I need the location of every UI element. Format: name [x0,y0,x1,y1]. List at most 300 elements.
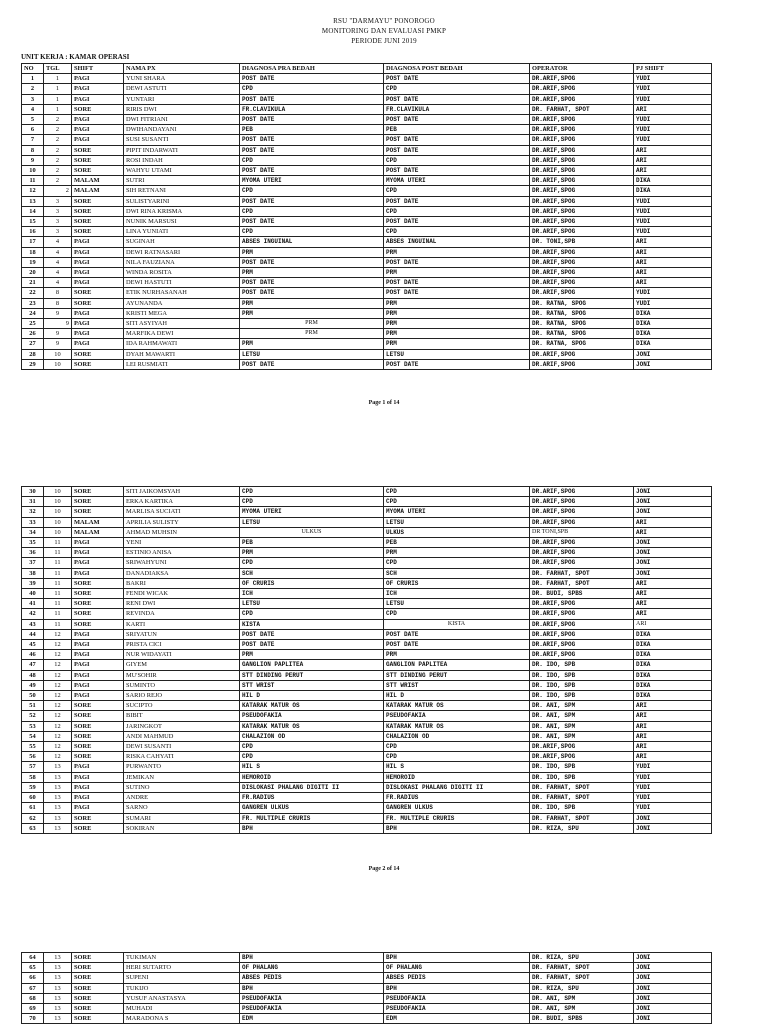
cell-no: 70 [22,1014,44,1024]
table-row [22,227,712,237]
cell-diagnosa-post: CPD [384,487,530,497]
cell-nama-px: MU'SOHIR [124,670,240,680]
cell-operator: DR.ARIF,SPOG [530,497,634,507]
cell-pj-shift: JONI [634,953,712,963]
cell-operator: DR.ARIF,SPOG [530,217,634,227]
cell-shift: MALAM [72,186,124,196]
cell-tgl: 8 [44,288,72,298]
cell-diagnosa-post: PRM [384,548,530,558]
cell-diagnosa-pra: PRM [240,548,384,558]
cell-nama-px: SARIO REJO [124,691,240,701]
report-title: MONITORING DAN EVALUASI PMKP [321,27,447,35]
cell-diagnosa-post: PRM [384,650,530,660]
cell-shift: SORE [72,578,124,588]
cell-nama-px: SUTINO [124,782,240,792]
cell-nama-px: PURWANTO [124,762,240,772]
cell-shift: PAGI [72,629,124,639]
cell-tgl: 9 [44,329,72,339]
cell-diagnosa-pra: STT WRIST [240,680,384,690]
table-row [22,701,712,711]
cell-shift: PAGI [72,257,124,267]
cell-diagnosa-post: POST DATE [384,640,530,650]
cell-tgl: 12 [44,721,72,731]
cell-diagnosa-pra: POST DATE [240,257,384,267]
cell-no: 16 [22,227,44,237]
cell-diagnosa-post: CPD [384,84,530,94]
cell-nama-px: NILA FAUZIANA [124,257,240,267]
cell-shift: PAGI [72,268,124,278]
table-row [22,186,712,196]
table-row [22,1014,712,1024]
cell-diagnosa-post: PRM [384,339,530,349]
cell-nama-px: HERI SUTARTO [124,963,240,973]
cell-shift: PAGI [72,94,124,104]
cell-nama-px: MUHADI [124,1004,240,1014]
cell-tgl: 13 [44,813,72,823]
cell-shift: PAGI [72,782,124,792]
cell-operator: DR.ARIF,SPOG [530,609,634,619]
cell-diagnosa-post: CPD [384,206,530,216]
cell-shift: SORE [72,497,124,507]
cell-shift: PAGI [72,308,124,318]
cell-diagnosa-pra: LETSU [240,349,384,359]
cell-operator: DR. IDO, SPB [530,772,634,782]
table-row [22,599,712,609]
table-row [22,507,712,517]
cell-pj-shift: ARI [634,247,712,257]
cell-operator: DR. TONI,SPB [530,237,634,247]
cell-no: 37 [22,558,44,568]
cell-tgl: 11 [44,609,72,619]
cell-diagnosa-post: PEB [384,125,530,135]
cell-operator: DR. IDO, SPB [530,762,634,772]
cell-diagnosa-pra: LETSU [240,517,384,527]
cell-nama-px: AHMAD MUHSIN [124,527,240,537]
cell-diagnosa-post: EDM [384,1014,530,1024]
cell-diagnosa-pra: PRM [240,319,384,329]
cell-operator: DR. FARHAT, SPOT [530,793,634,803]
cell-shift: SORE [72,288,124,298]
table-row [22,548,712,558]
cell-diagnosa-pra: CPD [240,487,384,497]
cell-diagnosa-post: PRM [384,308,530,318]
cell-no: 63 [22,823,44,833]
table-row [22,359,712,369]
cell-operator: DR. RIZA, SPU [530,953,634,963]
cell-pj-shift: ARI [634,731,712,741]
cell-diagnosa-post: ABSES PEDIS [384,973,530,983]
cell-nama-px: BIBIT [124,711,240,721]
table-row [22,278,712,288]
page-footer: Page 2 of 14 [368,866,400,872]
cell-pj-shift: JONI [634,507,712,517]
cell-tgl: 10 [44,527,72,537]
cell-tgl: 11 [44,619,72,629]
cell-no: 53 [22,721,44,731]
cell-shift: SORE [72,993,124,1003]
cell-tgl: 13 [44,963,72,973]
cell-shift: SORE [72,487,124,497]
cell-shift: PAGI [72,125,124,135]
cell-no: 41 [22,599,44,609]
cell-tgl: 3 [44,206,72,216]
cell-tgl: 11 [44,548,72,558]
cell-tgl: 13 [44,1014,72,1024]
cell-operator: DR. IDO, SPB [530,691,634,701]
cell-no: 6 [22,125,44,135]
cell-no: 24 [22,308,44,318]
cell-diagnosa-pra: SCH [240,568,384,578]
cell-diagnosa-post: PRM [384,247,530,257]
cell-no: 54 [22,731,44,741]
cell-nama-px: NUNIK MARSUSI [124,217,240,227]
cell-nama-px: YUNI SHARA [124,74,240,84]
cell-shift: PAGI [72,660,124,670]
cell-diagnosa-pra: CHALAZION OD [240,731,384,741]
cell-operator: DR.ARIF,SPOG [530,619,634,629]
cell-nama-px: YUSUF ANASTASYA [124,993,240,1003]
cell-tgl: 12 [44,731,72,741]
table-row [22,772,712,782]
cell-operator: DR.ARIF,SPOG [530,94,634,104]
cell-diagnosa-pra: BPH [240,823,384,833]
cell-shift: PAGI [72,319,124,329]
cell-operator: DR.ARIF,SPOG [530,155,634,165]
table-row [22,339,712,349]
cell-no: 21 [22,278,44,288]
cell-pj-shift: DIKA [634,640,712,650]
cell-tgl: 13 [44,793,72,803]
cell-pj-shift: ARI [634,278,712,288]
cell-diagnosa-post: STT WRIST [384,680,530,690]
cell-tgl: 2 [44,166,72,176]
cell-no: 23 [22,298,44,308]
cell-diagnosa-pra: PEB [240,538,384,548]
table-row [22,84,712,94]
cell-no: 47 [22,660,44,670]
cell-pj-shift: JONI [634,558,712,568]
cell-diagnosa-pra: BPH [240,983,384,993]
cell-no: 10 [22,166,44,176]
cell-operator: DR.ARIF,SPOG [530,268,634,278]
cell-diagnosa-pra: POST DATE [240,94,384,104]
cell-tgl: 2 [44,176,72,186]
cell-diagnosa-pra: POST DATE [240,135,384,145]
cell-shift: PAGI [72,793,124,803]
cell-diagnosa-pra: PRM [240,268,384,278]
cell-diagnosa-pra: PRM [240,650,384,660]
cell-diagnosa-post: FR. MULTIPLE CRURIS [384,813,530,823]
cell-no: 18 [22,247,44,257]
cell-operator: DR. IDO, SPB [530,680,634,690]
cell-shift: PAGI [72,74,124,84]
cell-shift: SORE [72,196,124,206]
cell-nama-px: RISKA CAHYATI [124,752,240,762]
cell-diagnosa-post: FR.RADIUS [384,793,530,803]
cell-nama-px: DEWI HASTUTI [124,278,240,288]
table-row [22,609,712,619]
cell-no: 30 [22,487,44,497]
cell-diagnosa-post: HIL S [384,762,530,772]
cell-no: 39 [22,578,44,588]
cell-pj-shift: ARI [634,619,712,629]
cell-operator: DR.ARIF,SPOG [530,278,634,288]
cell-nama-px: DWIHANDAYANI [124,125,240,135]
cell-operator: DR. RATNA, SPOG [530,339,634,349]
table-row [22,176,712,186]
cell-operator: DR.ARIF,SPOG [530,650,634,660]
cell-pj-shift: YUDI [634,74,712,84]
cell-pj-shift: DIKA [634,691,712,701]
cell-no: 20 [22,268,44,278]
cell-no: 68 [22,993,44,1003]
cell-nama-px: DEWI SUSANTI [124,742,240,752]
cell-diagnosa-post: POST DATE [384,196,530,206]
cell-operator: DR. FARHAT, SPOT [530,782,634,792]
cell-tgl: 4 [44,268,72,278]
cell-tgl: 1 [44,84,72,94]
cell-tgl: 2 [44,125,72,135]
cell-operator: DR. ANI, SPM [530,1004,634,1014]
column-header-diagnosa-post: DIAGNOSA POST BEDAH [384,64,530,74]
page-footer: Page 1 of 14 [368,400,400,406]
cell-diagnosa-pra: PRM [240,247,384,257]
cell-tgl: 13 [44,953,72,963]
cell-diagnosa-post: LETSU [384,349,530,359]
cell-nama-px: BAKRI [124,578,240,588]
cell-diagnosa-post: PRM [384,298,530,308]
table-row [22,298,712,308]
cell-tgl: 13 [44,772,72,782]
cell-operator: DR. FARHAT, SPOT [530,568,634,578]
cell-no: 50 [22,691,44,701]
cell-operator: DR. RATNA, SPOG [530,329,634,339]
cell-nama-px: YENI [124,538,240,548]
cell-nama-px: TUKIJO [124,983,240,993]
cell-no: 45 [22,640,44,650]
cell-shift: SORE [72,752,124,762]
cell-diagnosa-pra: EDM [240,1014,384,1024]
cell-operator: DR.ARIF,SPOG [530,487,634,497]
cell-pj-shift: YUDI [634,196,712,206]
cell-no: 61 [22,803,44,813]
cell-nama-px: DYAH MAWARTI [124,349,240,359]
cell-operator: DR.ARIF,SPOG [530,359,634,369]
cell-nama-px: RENI DWI [124,599,240,609]
cell-operator: DR.ARIF,SPOG [530,538,634,548]
cell-operator: DR.ARIF,SPOG [530,349,634,359]
cell-diagnosa-pra: HIL D [240,691,384,701]
table-row [22,497,712,507]
table-row [22,217,712,227]
cell-diagnosa-post: POST DATE [384,74,530,84]
cell-operator: DR. FARHAT, SPOT [530,104,634,114]
cell-operator: DR.ARIF,SPOG [530,145,634,155]
cell-pj-shift: ARI [634,609,712,619]
cell-nama-px: SUCIPTO [124,701,240,711]
cell-nama-px: LEI RUSMIATI [124,359,240,369]
cell-nama-px: SOKIRAN [124,823,240,833]
cell-nama-px: SIH RETNANI [124,186,240,196]
cell-diagnosa-pra: PSEUDOFAKIA [240,993,384,1003]
cell-diagnosa-pra: CPD [240,558,384,568]
cell-no: 36 [22,548,44,558]
cell-tgl: 11 [44,578,72,588]
cell-operator: DR.ARIF,SPOG [530,640,634,650]
cell-operator: DR.ARIF,SPOG [530,629,634,639]
cell-operator: DR. ANI, SPM [530,701,634,711]
cell-diagnosa-pra: POST DATE [240,166,384,176]
cell-diagnosa-pra: PRM [240,329,384,339]
cell-no: 11 [22,176,44,186]
cell-no: 15 [22,217,44,227]
cell-pj-shift: JONI [634,497,712,507]
table-row [22,752,712,762]
cell-nama-px: DEWI RATNASARI [124,247,240,257]
cell-tgl: 11 [44,538,72,548]
table-row [22,660,712,670]
cell-operator: DR. FARHAT, SPOT [530,963,634,973]
table-row [22,329,712,339]
cell-no: 55 [22,742,44,752]
cell-operator: DR. IDO, SPB [530,803,634,813]
cell-operator: DR.ARIF,SPOG [530,135,634,145]
cell-no: 17 [22,237,44,247]
cell-diagnosa-pra: ABSES INGUINAL [240,237,384,247]
cell-diagnosa-pra: CPD [240,609,384,619]
cell-tgl: 11 [44,568,72,578]
cell-nama-px: RIRIS DWI [124,104,240,114]
cell-operator: DR.ARIF,SPOG [530,84,634,94]
cell-nama-px: ETIK NURHASANAH [124,288,240,298]
cell-nama-px: APRILIA SULISTY [124,517,240,527]
cell-diagnosa-pra: LETSU [240,599,384,609]
cell-no: 46 [22,650,44,660]
cell-operator: DR.ARIF,SPOG [530,115,634,125]
cell-pj-shift: ARI [634,599,712,609]
table-row [22,319,712,329]
cell-no: 49 [22,680,44,690]
cell-no: 64 [22,953,44,963]
cell-shift: SORE [72,298,124,308]
table-row [22,619,712,629]
cell-diagnosa-pra: STT DINDING PERUT [240,670,384,680]
cell-shift: PAGI [72,680,124,690]
cell-nama-px: MARFIKA DEWI [124,329,240,339]
cell-tgl: 9 [44,308,72,318]
cell-diagnosa-post: POST DATE [384,288,530,298]
cell-nama-px: KARTI [124,619,240,629]
cell-diagnosa-post: OF PHALANG [384,963,530,973]
cell-diagnosa-post: GANGLION PAPLITEA [384,660,530,670]
cell-diagnosa-pra: MYOMA UTERI [240,507,384,517]
cell-nama-px: AYUNANDA [124,298,240,308]
table-row [22,568,712,578]
cell-tgl: 13 [44,823,72,833]
cell-nama-px: IDA RAHMAWATI [124,339,240,349]
cell-shift: PAGI [72,237,124,247]
cell-diagnosa-pra: ULKUS [240,527,384,537]
cell-shift: PAGI [72,548,124,558]
cell-operator: DR.ARIF,SPOG [530,186,634,196]
cell-diagnosa-post: CPD [384,497,530,507]
cell-nama-px: SUTRI [124,176,240,186]
cell-tgl: 10 [44,359,72,369]
cell-shift: SORE [72,963,124,973]
cell-diagnosa-post: ABSES INGUINAL [384,237,530,247]
cell-diagnosa-post: CPD [384,742,530,752]
cell-tgl: 11 [44,589,72,599]
cell-shift: SORE [72,104,124,114]
table-row [22,74,712,84]
cell-tgl: 11 [44,558,72,568]
cell-nama-px: DWI FITRIANI [124,115,240,125]
cell-tgl: 10 [44,487,72,497]
cell-shift: SORE [72,973,124,983]
cell-operator: DR.ARIF,SPOG [530,507,634,517]
table-row [22,237,712,247]
cell-no: 2 [22,84,44,94]
table-row [22,640,712,650]
cell-tgl: 1 [44,74,72,84]
cell-diagnosa-post: PSEUDOFAKIA [384,1004,530,1014]
cell-diagnosa-pra: DISLOKASI PHALANG DIGITI II [240,782,384,792]
cell-pj-shift: YUDI [634,94,712,104]
cell-shift: SORE [72,619,124,629]
cell-operator: DR. RATNA, SPOG [530,308,634,318]
cell-shift: PAGI [72,538,124,548]
cell-shift: SORE [72,1004,124,1014]
table-row [22,206,712,216]
cell-operator: DR. FARHAT, SPOT [530,578,634,588]
table-row [22,691,712,701]
table-row [22,803,712,813]
cell-pj-shift: ARI [634,578,712,588]
cell-no: 32 [22,507,44,517]
cell-diagnosa-post: CHALAZION OD [384,731,530,741]
cell-diagnosa-pra: CPD [240,84,384,94]
table-row [22,731,712,741]
cell-tgl: 2 [44,115,72,125]
cell-shift: PAGI [72,247,124,257]
cell-nama-px: SITI ASYIYAH [124,319,240,329]
table-row [22,721,712,731]
cell-shift: SORE [72,589,124,599]
cell-pj-shift: JONI [634,813,712,823]
cell-pj-shift: JONI [634,823,712,833]
cell-pj-shift: ARI [634,752,712,762]
cell-tgl: 9 [44,319,72,329]
cell-no: 38 [22,568,44,578]
cell-no: 40 [22,589,44,599]
cell-diagnosa-pra: BPH [240,953,384,963]
cell-tgl: 2 [44,135,72,145]
cell-diagnosa-pra: POST DATE [240,359,384,369]
cell-pj-shift: ARI [634,237,712,247]
cell-diagnosa-post: MYOMA UTERI [384,507,530,517]
cell-diagnosa-post: OF CRURIS [384,578,530,588]
cell-shift: PAGI [72,278,124,288]
column-header-operator: OPERATOR [530,64,634,74]
cell-pj-shift: JONI [634,993,712,1003]
table-row [22,268,712,278]
cell-diagnosa-post: POST DATE [384,257,530,267]
cell-diagnosa-post: LETSU [384,599,530,609]
cell-nama-px: SARNO [124,803,240,813]
cell-no: 25 [22,319,44,329]
cell-nama-px: JARINGKOT [124,721,240,731]
cell-pj-shift: DIKA [634,319,712,329]
